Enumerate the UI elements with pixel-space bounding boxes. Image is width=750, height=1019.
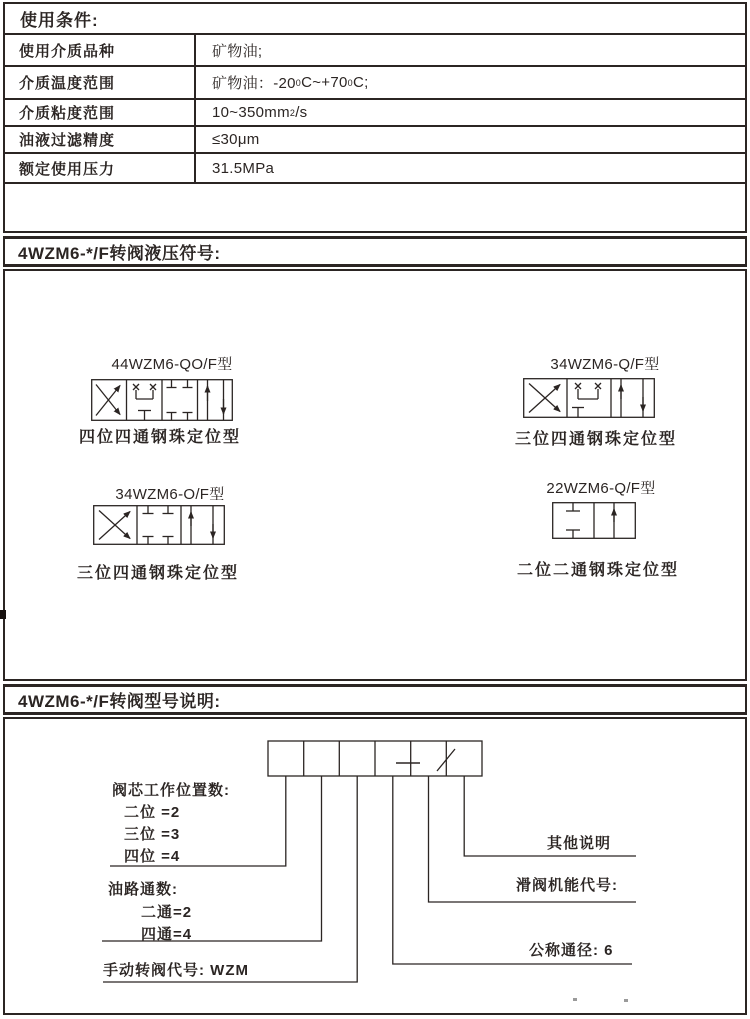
table-row xyxy=(5,35,745,67)
table-row xyxy=(5,154,745,184)
row-value: ≤30μm xyxy=(212,131,260,148)
valve-caption: 三位四通钢珠定位型 xyxy=(514,431,677,448)
valve-symbol-3pos-4way-q-icon xyxy=(523,378,655,418)
row-value: 31.5MPa xyxy=(212,159,275,177)
row-label: 使用介质品种 xyxy=(5,35,196,65)
table-row xyxy=(5,67,745,100)
valve-caption: 四位四通钢珠定位型 xyxy=(78,429,241,446)
row-label: 介质粘度范围 xyxy=(5,100,196,125)
positions-item: 三位 =3 xyxy=(124,826,181,843)
valve-symbol-4pos-4way-icon xyxy=(91,379,233,421)
ways-item: 四通=4 xyxy=(141,926,193,943)
table-row xyxy=(5,100,745,127)
usage-conditions-section xyxy=(3,2,747,233)
valve-caption: 二位二通钢珠定位型 xyxy=(516,562,679,579)
hydraulic-symbols-title: 4WZM6-*/F转阀液压符号: xyxy=(18,244,221,263)
value-text: C~+70 xyxy=(301,74,348,91)
valve-model-label: 22WZM6-Q/F型 xyxy=(546,480,656,497)
value-text: 矿物油：-20 xyxy=(212,75,296,92)
row-value: 10~350mm 2 /s xyxy=(212,104,308,121)
other-notes-label: 其他说明 xyxy=(547,835,612,852)
model-code-section xyxy=(3,717,747,1015)
row-label: 油液过滤精度 xyxy=(5,127,196,152)
valve-symbol-2pos-2way-icon xyxy=(552,502,636,539)
valve-code-label: 手动转阀代号: WZM xyxy=(103,962,249,979)
row-value: 矿物油：-20 0 C~+70 0 C; xyxy=(212,74,369,92)
ways-title: 油路通数: xyxy=(108,881,178,898)
value-text: 10~350mm xyxy=(212,104,290,121)
valve-caption: 三位四通钢珠定位型 xyxy=(76,565,239,582)
valve-symbol-3pos-4way-o-icon xyxy=(93,505,225,545)
model-code-title: 4WZM6-*/F转阀型号说明: xyxy=(18,692,221,711)
positions-item: 四位 =4 xyxy=(124,848,181,865)
row-label: 额定使用压力 xyxy=(5,154,196,182)
valve-model-label: 34WZM6-Q/F型 xyxy=(550,356,660,373)
hydraulic-symbols-header xyxy=(3,236,747,267)
scan-speck xyxy=(624,999,628,1002)
valve-model-label: 34WZM6-O/F型 xyxy=(115,486,225,503)
nominal-size-label: 公称通径: 6 xyxy=(529,942,614,959)
ways-item: 二通=2 xyxy=(141,904,193,921)
scan-speck xyxy=(573,998,577,1001)
hydraulic-symbols-section xyxy=(3,269,747,681)
positions-title: 阀芯工作位置数: xyxy=(112,782,230,799)
row-value: 矿物油; xyxy=(212,42,263,60)
table-row xyxy=(5,127,745,154)
positions-item: 二位 =2 xyxy=(124,804,181,821)
usage-conditions-title: 使用条件: xyxy=(20,11,99,30)
value-text: /s xyxy=(295,104,308,121)
page-edge-tab xyxy=(0,610,6,619)
valve-model-label: 44WZM6-QO/F型 xyxy=(111,356,233,373)
model-code-header xyxy=(3,684,747,715)
row-label: 介质温度范围 xyxy=(5,67,196,98)
spool-function-label: 滑阀机能代号: xyxy=(516,877,618,894)
usage-conditions-header xyxy=(5,4,745,35)
value-text: C; xyxy=(352,74,369,91)
